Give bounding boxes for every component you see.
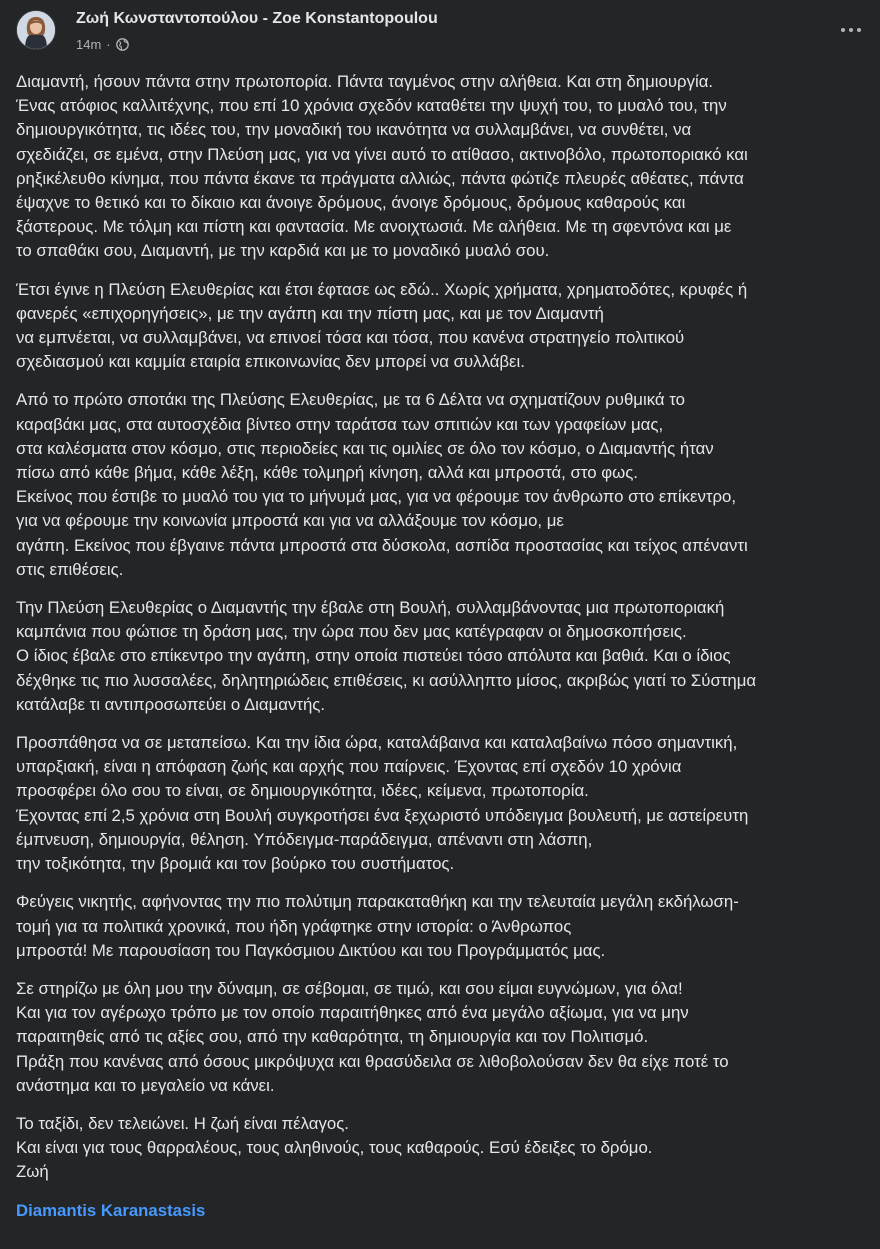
more-options-icon[interactable] bbox=[836, 18, 866, 42]
post-text-line: καραβάκι μας, στα αυτοσχέδια βίντεο στην ταράτσα των σπιτιών και των γραφείων μας, bbox=[16, 414, 664, 434]
post-paragraph bbox=[16, 388, 878, 582]
post-text-line: έμπνευση, δημιουργία, θέληση. Υπόδειγμα-παράδειγμα, απέναντι στη λάσπη, bbox=[16, 829, 593, 849]
post-text-line: ανάστημα και το μεγαλείο να κάνει. bbox=[16, 1075, 275, 1095]
post-text-line: το σπαθάκι σου, Διαμαντή, με την καρδιά και με το μοναδικό μυαλό σου. bbox=[16, 241, 550, 261]
post-text-line: Σε στηρίζω με όλη μου την δύναμη, σε σέβομαι, σε τιμώ, και σου είμαι ευγνώμων, για όλα! bbox=[16, 978, 683, 998]
post-paragraph bbox=[16, 977, 878, 1098]
post-text-line: φανερές «επιχορηγήσεις», με την αγάπη και την πίστη μας, και με τον Διαμαντή bbox=[16, 303, 604, 323]
post-text-line: Και για τον αγέρωχο τρόπο με τον οποίο παραιτήθηκες από ένα μεγάλο αξίωμα, για να μην bbox=[16, 1003, 689, 1023]
post-text-line: τομή για τα πολιτικά χρονικά, που ήδη γράφτηκε στην ιστορία: ο Άνθρωπος bbox=[16, 916, 572, 936]
post-text-line: Προσπάθησα να σε μεταπείσω. Και την ίδια ώρα, καταλάβαινα και καταλαβαίνω πόσο σημαντική, bbox=[16, 733, 738, 753]
tagged-person-link[interactable]: Diamantis Karanastasis bbox=[16, 1200, 206, 1220]
post-text-line: έψαχνε το θετικό και το δίκαιο και άνοιγε δρόμους, άνοιγε δρόμους, δρόμους καθαρούς και bbox=[16, 193, 686, 213]
post-text-line: Την Πλεύση Ελευθερίας ο Διαμαντής την έβαλε στη Βουλή, συλλαμβάνοντας μια πρωτοποριακή bbox=[16, 598, 725, 618]
post-text-line: Και είναι για τους θαρραλέους, τους αληθινούς, τους καθαρούς. Εσύ έδειξες το δρόμο. bbox=[16, 1138, 653, 1158]
post-text-line: αγάπη. Εκείνος που έβγαινε πάντα μπροστά στα δύσκολα, ασπίδα προστασίας και τείχος απέναντι bbox=[16, 535, 748, 555]
post-text-line: Εκείνος που έστιβε το μυαλό του για το μήνυμά μας, για να φέρουμε τον άνθρωπο στο επίκεντρο, bbox=[16, 487, 737, 507]
post-paragraph bbox=[16, 70, 878, 264]
post-text-line: υπαρξιακή, είναι η απόφαση ζωής και αρχής που παίρνεις. Έχοντας επί σχεδόν 10 χρόνια bbox=[16, 757, 682, 777]
post-text-line: Έχοντας επί 2,5 χρόνια στη Βουλή συγκροτήσει ένα ξεχωριστό υπόδειγμα βουλευτή, με αστείρευτη bbox=[16, 805, 749, 825]
post-header bbox=[0, 0, 880, 64]
post-paragraph bbox=[16, 278, 878, 375]
post-text-line: κατάλαβε τι αντιπροσωπεύει ο Διαμαντής. bbox=[16, 694, 326, 714]
post-text-line: σχεδιασμού και καμμία εταιρία επικοινωνίας δεν μπορεί να συλλάβει. bbox=[16, 352, 525, 372]
post-paragraph bbox=[16, 1112, 878, 1185]
post-text-line: δημιουργικότητα, τις ιδέες του, την μοναδική του ικανότητα να συλλαμβάνει, να συνθέτει, να bbox=[16, 120, 692, 140]
post-text-line: μπροστά! Με παρουσίαση του Παγκόσμιου Δικτύου και του Προγράμματός μας. bbox=[16, 940, 606, 960]
post-paragraph bbox=[16, 731, 878, 876]
post-text-line: δέχθηκε τις πιο λυσσαλέες, δηλητηριώδεις επιθέσεις, κι ασύλληπτο μίσος, ακριβώς γιατί το Σύστημα bbox=[16, 670, 757, 690]
post-text-line: παραιτηθείς από τις αξίες σου, από την καθαρότητα, τη δημιουργία και τον Πολιτισμό. bbox=[16, 1027, 649, 1047]
post-text-line: Το ταξίδι, δεν τελειώνει. Η ζωή είναι πέλαγος. bbox=[16, 1113, 349, 1133]
post-text-line: την τοξικότητα, την βρομιά και τον βούρκο του συστήματος. bbox=[16, 854, 455, 874]
post-text-line: στα καλέσματα στον κόσμο, στις περιοδείες και τις ομιλίες σε όλο τον κόσμο, ο Διαμαντής ήταν bbox=[16, 438, 714, 458]
meta-separator: · bbox=[106, 36, 111, 52]
author-name[interactable]: Ζωή Κωνσταντοπούλου - Zoe Konstantopoulou bbox=[76, 10, 438, 27]
post-text-line: στις επιθέσεις. bbox=[16, 559, 124, 579]
post-text-line: Ζωή bbox=[16, 1162, 49, 1182]
post-text-line: ρηξικέλευθο κίνημα, που πάντα έκανε τα πράγματα αλλιώς, πάντα φώτιζε πλευρές αθέατες, πάντα bbox=[16, 168, 744, 188]
post-text-line: για να φέρουμε την κοινωνία μπροστά και για να αλλάξουμε τον κόσμο, με bbox=[16, 511, 564, 531]
post-text bbox=[16, 70, 878, 1223]
post-text-line: Από το πρώτο σποτάκι της Πλεύσης Ελευθερίας, με τα 6 Δέλτα να σχηματίζουν ρυθμικά το bbox=[16, 390, 685, 410]
post-timestamp[interactable]: 14m bbox=[76, 36, 102, 52]
post-text-line: σχεδιάζει, σε εμένα, στην Πλεύση μας, για να γίνει αυτό το ατίθασο, ακτινοβόλο, πρωτοποριακό και bbox=[16, 144, 748, 164]
post-text-line: Ένας ατόφιος καλλιτέχνης, που επί 10 χρόνια σχεδόν καταθέτει την ψυχή του, το μυαλό του, την bbox=[16, 96, 727, 116]
post-meta bbox=[76, 35, 129, 53]
post-text-line: πίσω από κάθε βήμα, κάθε λέξη, κάθε τολμηρή κίνηση, αλλά και μπροστά, στο φως. bbox=[16, 463, 638, 483]
post-text-line: Φεύγεις νικητής, αφήνοντας την πιο πολύτιμη παρακαταθήκη και την τελευταία μεγάλη εκδήλωση- bbox=[16, 892, 739, 912]
post-text-line: Πράξη που κανένας από όσους μικρόψυχα και θρασύδειλα σε λιθοβολούσαν δεν θα είχε ποτέ το bbox=[16, 1051, 729, 1071]
post-text-line: να εμπνέεται, να συλλαμβάνει, να επινοεί τόσα και τόσα, που κανένα στρατηγείο πολιτικού bbox=[16, 328, 685, 348]
post-paragraph bbox=[16, 596, 878, 717]
post-text-line: Έτσι έγινε η Πλεύση Ελευθερίας και έτσι έφτασε ως εδώ.. Χωρίς χρήματα, χρηματοδότες, κρυφές ή bbox=[16, 279, 748, 299]
post-text-line: προσφέρει όλο σου το είναι, σε δημιουργικότητα, ιδέες, κείμενα, πρωτοπορία. bbox=[16, 781, 589, 801]
globe-icon[interactable] bbox=[116, 38, 129, 51]
post-text-line: καμπάνια που φώτισε τη δράση μας, την ώρα που δεν μας κατέγραφαν οι δημοσκοπήσεις. bbox=[16, 622, 687, 642]
post-text-line: Ο ίδιος έβαλε στο επίκεντρο την αγάπη, στην οποία πιστεύει τόσο απόλυτα και βαθιά. Και ο ίδιος bbox=[16, 646, 731, 666]
post-text-line: Διαμαντή, ήσουν πάντα στην πρωτοπορία. Πάντα ταγμένος στην αλήθεια. Και στη δημιουργία. bbox=[16, 72, 714, 91]
post-paragraph bbox=[16, 890, 878, 963]
post-text-line: ξάστερους. Με τόλμη και πίστη και φαντασία. Με ανοιχτωσιά. Με αλήθεια. Με τη σφεντόνα και με bbox=[16, 217, 732, 237]
avatar-portrait-icon bbox=[17, 11, 55, 49]
author-avatar[interactable] bbox=[16, 10, 56, 50]
